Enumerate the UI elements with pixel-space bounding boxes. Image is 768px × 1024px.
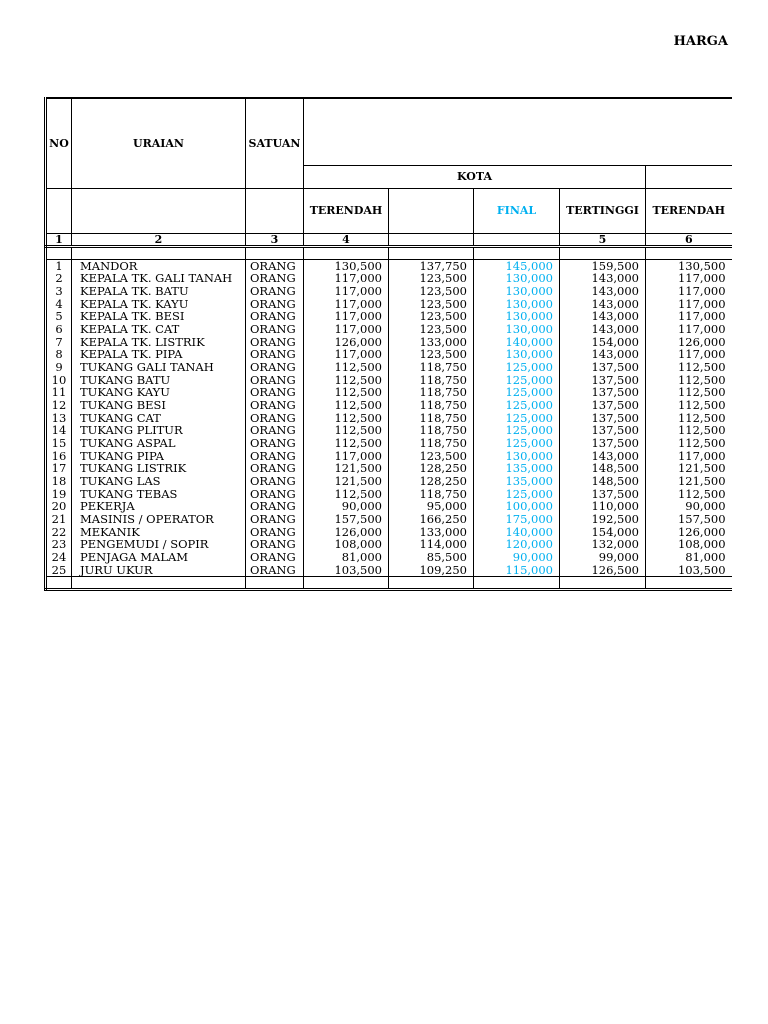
cell-terendah: 112,500 (304, 412, 389, 425)
header-terendah-2: TERENDAH (646, 188, 732, 233)
cell-terendah-2: 112,500 (646, 412, 732, 425)
cell-value-2: 118,750 (389, 386, 474, 399)
cell-satuan: ORANG (246, 336, 304, 349)
cell-satuan: ORANG (246, 259, 304, 272)
cell-uraian: TUKANG ASPAL (72, 437, 246, 450)
table-row (46, 285, 732, 298)
cell-terendah-2: 108,000 (646, 538, 732, 551)
cell-satuan: ORANG (246, 310, 304, 323)
cell-value-2: 118,750 (389, 361, 474, 374)
cell-terendah-2: 112,500 (646, 374, 732, 387)
cell-uraian: KEPALA TK. PIPA (72, 348, 246, 361)
cell-no: 12 (46, 399, 72, 412)
cell-uraian: KEPALA TK. CAT (72, 323, 246, 336)
cell-satuan: ORANG (246, 450, 304, 463)
cell-terendah-2: 117,000 (646, 323, 732, 336)
cell-value-2: 109,250 (389, 564, 474, 577)
cell-tertinggi: 143,000 (560, 348, 646, 361)
cell-terendah: 90,000 (304, 500, 389, 513)
cell-uraian: KEPALA TK. BATU (72, 285, 246, 298)
cell-no: 22 (46, 526, 72, 539)
cell-terendah-2: 90,000 (646, 500, 732, 513)
colnum-no: 1 (46, 233, 72, 246)
spacer-cell (389, 246, 474, 259)
cell-terendah-2: 112,500 (646, 399, 732, 412)
cell-terendah-2: 112,500 (646, 437, 732, 450)
cell-terendah: 117,000 (304, 450, 389, 463)
header-uraian: URAIAN (72, 98, 246, 188)
cell-tertinggi: 143,000 (560, 310, 646, 323)
header-top-blank (304, 98, 732, 165)
cell-final: 140,000 (474, 526, 560, 539)
cell-uraian: TUKANG GALI TANAH (72, 361, 246, 374)
spacer-cell (646, 577, 732, 590)
cell-uraian: TUKANG BESI (72, 399, 246, 412)
spacer-cell (46, 246, 72, 259)
cell-tertinggi: 143,000 (560, 450, 646, 463)
cell-terendah: 121,500 (304, 475, 389, 488)
cell-no: 21 (46, 513, 72, 526)
spacer-cell (246, 577, 304, 590)
header-tertinggi: TERTINGGI (560, 188, 646, 233)
colnum-terendah: 4 (304, 233, 389, 246)
cell-terendah: 112,500 (304, 386, 389, 399)
cell-final: 125,000 (474, 399, 560, 412)
cell-tertinggi: 154,000 (560, 526, 646, 539)
colnum-satuan: 3 (246, 233, 304, 246)
cell-no: 5 (46, 310, 72, 323)
table-footer (46, 577, 732, 590)
cell-tertinggi: 132,000 (560, 538, 646, 551)
cell-value-2: 133,000 (389, 526, 474, 539)
page-title: HARGA (673, 34, 728, 49)
table-row (46, 272, 732, 285)
cell-terendah: 157,500 (304, 513, 389, 526)
cell-terendah-2: 126,000 (646, 526, 732, 539)
cell-satuan: ORANG (246, 374, 304, 387)
cell-final: 130,000 (474, 298, 560, 311)
price-sheet (44, 97, 730, 591)
cell-uraian: JURU UKUR (72, 564, 246, 577)
cell-terendah: 112,500 (304, 437, 389, 450)
cell-uraian: TUKANG KAYU (72, 386, 246, 399)
cell-uraian: KEPALA TK. LISTRIK (72, 336, 246, 349)
cell-terendah: 117,000 (304, 348, 389, 361)
cell-satuan: ORANG (246, 412, 304, 425)
cell-no: 14 (46, 424, 72, 437)
cell-terendah: 112,500 (304, 488, 389, 501)
cell-terendah: 103,500 (304, 564, 389, 577)
cell-no: 18 (46, 475, 72, 488)
cell-terendah-2: 121,500 (646, 475, 732, 488)
cell-no: 24 (46, 551, 72, 564)
cell-no: 3 (46, 285, 72, 298)
cell-tertinggi: 192,500 (560, 513, 646, 526)
cell-final: 135,000 (474, 475, 560, 488)
cell-final: 125,000 (474, 488, 560, 501)
table-header (46, 98, 732, 259)
cell-terendah-2: 126,000 (646, 336, 732, 349)
cell-satuan: ORANG (246, 285, 304, 298)
table-row (46, 437, 732, 450)
table-row (46, 538, 732, 551)
cell-uraian: MANDOR (72, 259, 246, 272)
cell-terendah: 121,500 (304, 462, 389, 475)
cell-terendah: 81,000 (304, 551, 389, 564)
cell-no: 8 (46, 348, 72, 361)
cell-terendah-2: 103,500 (646, 564, 732, 577)
cell-terendah: 112,500 (304, 399, 389, 412)
table-row (46, 488, 732, 501)
cell-final: 90,000 (474, 551, 560, 564)
cell-terendah-2: 81,000 (646, 551, 732, 564)
cell-terendah: 117,000 (304, 310, 389, 323)
cell-value-2: 118,750 (389, 424, 474, 437)
cell-uraian: KEPALA TK. KAYU (72, 298, 246, 311)
cell-final: 130,000 (474, 450, 560, 463)
table-row (46, 348, 732, 361)
cell-uraian: MEKANIK (72, 526, 246, 539)
table-row (46, 361, 732, 374)
cell-uraian: PENJAGA MALAM (72, 551, 246, 564)
cell-tertinggi: 143,000 (560, 272, 646, 285)
cell-satuan: ORANG (246, 298, 304, 311)
cell-terendah: 108,000 (304, 538, 389, 551)
cell-satuan: ORANG (246, 399, 304, 412)
cell-no: 15 (46, 437, 72, 450)
cell-no: 13 (46, 412, 72, 425)
cell-value-2: 123,500 (389, 310, 474, 323)
cell-value-2: 123,500 (389, 298, 474, 311)
cell-final: 130,000 (474, 348, 560, 361)
colnum-tertinggi: 5 (560, 233, 646, 246)
cell-final: 140,000 (474, 336, 560, 349)
table-row (46, 450, 732, 463)
table-row (46, 412, 732, 425)
cell-terendah-2: 157,500 (646, 513, 732, 526)
cell-no: 6 (46, 323, 72, 336)
cell-tertinggi: 137,500 (560, 437, 646, 450)
colnum-terendah-2: 6 (646, 233, 732, 246)
header-blank-uraian (72, 188, 246, 233)
table-row (46, 424, 732, 437)
cell-value-2: 128,250 (389, 475, 474, 488)
cell-value-2: 95,000 (389, 500, 474, 513)
cell-satuan: ORANG (246, 348, 304, 361)
cell-value-2: 128,250 (389, 462, 474, 475)
cell-value-2: 118,750 (389, 374, 474, 387)
header-group-right-blank (646, 165, 732, 188)
table-row (46, 399, 732, 412)
header-satuan: SATUAN (246, 98, 304, 188)
cell-terendah: 126,000 (304, 336, 389, 349)
cell-no: 17 (46, 462, 72, 475)
spacer-cell (72, 577, 246, 590)
spacer-cell (389, 577, 474, 590)
cell-satuan: ORANG (246, 424, 304, 437)
cell-value-2: 85,500 (389, 551, 474, 564)
cell-no: 16 (46, 450, 72, 463)
spacer-cell (560, 246, 646, 259)
cell-satuan: ORANG (246, 361, 304, 374)
table-row (46, 323, 732, 336)
cell-no: 1 (46, 259, 72, 272)
cell-tertinggi: 143,000 (560, 298, 646, 311)
cell-tertinggi: 137,500 (560, 374, 646, 387)
header-row-columns (46, 188, 732, 233)
header-row-top (46, 98, 732, 165)
cell-final: 115,000 (474, 564, 560, 577)
spacer-cell (646, 246, 732, 259)
cell-uraian: MASINIS / OPERATOR (72, 513, 246, 526)
end-spacer-row (46, 577, 732, 590)
spacer-row (46, 246, 732, 259)
cell-terendah: 117,000 (304, 298, 389, 311)
cell-final: 100,000 (474, 500, 560, 513)
cell-terendah: 112,500 (304, 361, 389, 374)
cell-satuan: ORANG (246, 526, 304, 539)
cell-terendah: 112,500 (304, 424, 389, 437)
table-row (46, 374, 732, 387)
cell-no: 20 (46, 500, 72, 513)
header-no: NO (46, 98, 72, 188)
cell-terendah: 117,000 (304, 272, 389, 285)
cell-final: 175,000 (474, 513, 560, 526)
cell-terendah: 126,000 (304, 526, 389, 539)
cell-terendah: 117,000 (304, 285, 389, 298)
cell-value-2: 123,500 (389, 272, 474, 285)
cell-tertinggi: 99,000 (560, 551, 646, 564)
spacer-cell (246, 246, 304, 259)
cell-satuan: ORANG (246, 462, 304, 475)
cell-tertinggi: 154,000 (560, 336, 646, 349)
cell-value-2: 166,250 (389, 513, 474, 526)
cell-no: 19 (46, 488, 72, 501)
cell-terendah-2: 117,000 (646, 285, 732, 298)
spacer-cell (474, 577, 560, 590)
cell-terendah-2: 130,500 (646, 259, 732, 272)
cell-no: 7 (46, 336, 72, 349)
cell-value-2: 133,000 (389, 336, 474, 349)
cell-satuan: ORANG (246, 323, 304, 336)
cell-uraian: TUKANG CAT (72, 412, 246, 425)
cell-uraian: PEKERJA (72, 500, 246, 513)
cell-tertinggi: 143,000 (560, 285, 646, 298)
spacer-cell (474, 246, 560, 259)
cell-no: 4 (46, 298, 72, 311)
cell-no: 2 (46, 272, 72, 285)
cell-final: 130,000 (474, 323, 560, 336)
cell-no: 10 (46, 374, 72, 387)
cell-tertinggi: 137,500 (560, 488, 646, 501)
table-row (46, 475, 732, 488)
cell-value-2: 114,000 (389, 538, 474, 551)
cell-tertinggi: 148,500 (560, 475, 646, 488)
cell-terendah-2: 117,000 (646, 348, 732, 361)
header-kota: KOTA (304, 165, 646, 188)
cell-final: 145,000 (474, 259, 560, 272)
cell-satuan: ORANG (246, 386, 304, 399)
cell-value-2: 118,750 (389, 399, 474, 412)
cell-satuan: ORANG (246, 488, 304, 501)
cell-tertinggi: 137,500 (560, 424, 646, 437)
cell-final: 125,000 (474, 412, 560, 425)
cell-terendah: 130,500 (304, 259, 389, 272)
table-row (46, 551, 732, 564)
colnum-blank (389, 233, 474, 246)
cell-final: 135,000 (474, 462, 560, 475)
colnum-blank (474, 233, 560, 246)
cell-tertinggi: 159,500 (560, 259, 646, 272)
colnum-uraian: 2 (72, 233, 246, 246)
spacer-cell (72, 246, 246, 259)
spacer-cell (560, 577, 646, 590)
cell-tertinggi: 143,000 (560, 323, 646, 336)
table-row (46, 310, 732, 323)
cell-value-2: 137,750 (389, 259, 474, 272)
cell-satuan: ORANG (246, 564, 304, 577)
price-table (44, 97, 732, 591)
cell-terendah-2: 117,000 (646, 298, 732, 311)
cell-no: 11 (46, 386, 72, 399)
cell-uraian: TUKANG PIPA (72, 450, 246, 463)
spacer-cell (304, 246, 389, 259)
cell-satuan: ORANG (246, 500, 304, 513)
cell-value-2: 123,500 (389, 348, 474, 361)
cell-satuan: ORANG (246, 272, 304, 285)
cell-satuan: ORANG (246, 437, 304, 450)
header-final: FINAL (474, 188, 560, 233)
cell-uraian: TUKANG LISTRIK (72, 462, 246, 475)
cell-no: 25 (46, 564, 72, 577)
cell-final: 125,000 (474, 424, 560, 437)
cell-final: 130,000 (474, 272, 560, 285)
table-row (46, 298, 732, 311)
cell-final: 120,000 (474, 538, 560, 551)
cell-satuan: ORANG (246, 475, 304, 488)
cell-uraian: KEPALA TK. GALI TANAH (72, 272, 246, 285)
cell-uraian: TUKANG PLITUR (72, 424, 246, 437)
cell-tertinggi: 137,500 (560, 361, 646, 374)
cell-final: 125,000 (474, 374, 560, 387)
cell-satuan: ORANG (246, 538, 304, 551)
cell-no: 9 (46, 361, 72, 374)
table-row (46, 564, 732, 577)
cell-terendah-2: 117,000 (646, 450, 732, 463)
cell-uraian: PENGEMUDI / SOPIR (72, 538, 246, 551)
cell-value-2: 123,500 (389, 285, 474, 298)
table-row (46, 500, 732, 513)
cell-final: 125,000 (474, 361, 560, 374)
cell-value-2: 123,500 (389, 323, 474, 336)
cell-value-2: 123,500 (389, 450, 474, 463)
cell-terendah-2: 112,500 (646, 488, 732, 501)
column-number-row (46, 233, 732, 246)
cell-terendah-2: 117,000 (646, 272, 732, 285)
cell-terendah-2: 117,000 (646, 310, 732, 323)
table-row (46, 513, 732, 526)
cell-tertinggi: 137,500 (560, 412, 646, 425)
spacer-cell (304, 577, 389, 590)
cell-value-2: 118,750 (389, 488, 474, 501)
cell-tertinggi: 110,000 (560, 500, 646, 513)
cell-final: 130,000 (474, 310, 560, 323)
table-row (46, 259, 732, 272)
cell-terendah: 117,000 (304, 323, 389, 336)
table-row (46, 336, 732, 349)
table-body (46, 259, 732, 577)
cell-value-2: 118,750 (389, 437, 474, 450)
cell-uraian: TUKANG TEBAS (72, 488, 246, 501)
cell-value-2: 118,750 (389, 412, 474, 425)
cell-no: 23 (46, 538, 72, 551)
header-terendah: TERENDAH (304, 188, 389, 233)
cell-terendah-2: 112,500 (646, 424, 732, 437)
cell-terendah-2: 112,500 (646, 386, 732, 399)
header-unlabeled (389, 188, 474, 233)
cell-final: 130,000 (474, 285, 560, 298)
cell-final: 125,000 (474, 437, 560, 450)
table-row (46, 462, 732, 475)
header-blank-satuan (246, 188, 304, 233)
cell-satuan: ORANG (246, 551, 304, 564)
spacer-cell (46, 577, 72, 590)
cell-satuan: ORANG (246, 513, 304, 526)
cell-terendah: 112,500 (304, 374, 389, 387)
cell-uraian: TUKANG LAS (72, 475, 246, 488)
cell-tertinggi: 137,500 (560, 386, 646, 399)
cell-final: 125,000 (474, 386, 560, 399)
table-row (46, 386, 732, 399)
table-row (46, 526, 732, 539)
cell-tertinggi: 137,500 (560, 399, 646, 412)
header-blank-no (46, 188, 72, 233)
cell-uraian: TUKANG BATU (72, 374, 246, 387)
cell-terendah-2: 112,500 (646, 361, 732, 374)
cell-uraian: KEPALA TK. BESI (72, 310, 246, 323)
cell-terendah-2: 121,500 (646, 462, 732, 475)
cell-tertinggi: 148,500 (560, 462, 646, 475)
cell-tertinggi: 126,500 (560, 564, 646, 577)
